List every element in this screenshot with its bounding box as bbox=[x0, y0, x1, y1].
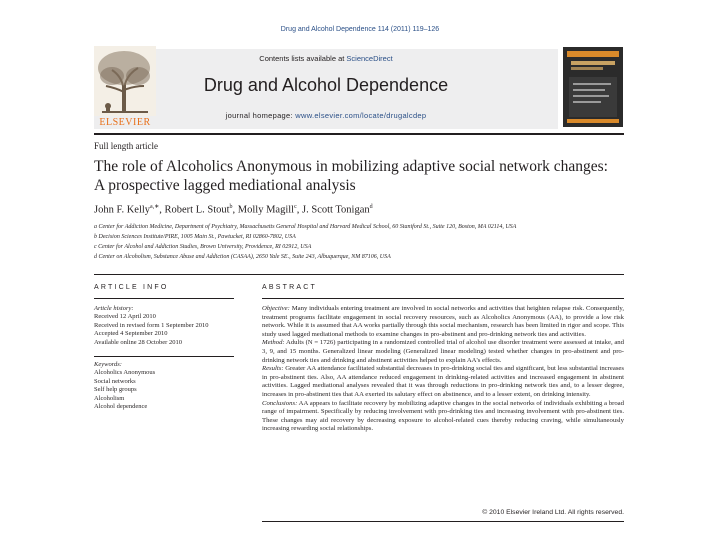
author-list bbox=[94, 203, 373, 216]
author-separator: , bbox=[296, 204, 303, 216]
author-name[interactable]: Robert L. Stout bbox=[164, 204, 230, 216]
article-info-heading: ARTICLE INFO bbox=[94, 284, 169, 291]
keyword-item: Alcohol dependence bbox=[94, 403, 148, 411]
abstract-paragraph-method bbox=[262, 339, 624, 365]
keyword-item: Alcoholics Anonymous bbox=[94, 369, 156, 377]
abstract-label: Results: bbox=[262, 365, 284, 373]
abstract-paragraph-results bbox=[262, 365, 624, 399]
journal-name: Drug and Alcohol Dependence bbox=[203, 75, 449, 95]
elsevier-wordmark: ELSEVIER bbox=[99, 117, 151, 128]
journal-citation: Drug and Alcohol Dependence 114 (2011) 119–126 bbox=[280, 26, 440, 33]
keywords-heading: Keywords: bbox=[94, 361, 122, 368]
affiliation-line: a Center for Addiction Medicine, Department of Psychiatry, Massachusetts General Hospital and Harvard Medical School, 60 Staniford St., Suite 120, Boston, MA 02114, USA bbox=[94, 224, 517, 230]
abstract-paragraph-conclusions bbox=[262, 400, 624, 434]
keywords-block bbox=[94, 361, 244, 411]
author-name[interactable]: Molly Magill bbox=[237, 204, 295, 216]
author-name[interactable]: John F. Kelly bbox=[94, 204, 151, 216]
abstract-body bbox=[262, 305, 624, 434]
header-rule bbox=[94, 133, 624, 135]
article-title: The role of Alcoholics Anonymous in mobilizing adaptive social network changes: A prospective lagged mediational analysis bbox=[94, 158, 608, 194]
contents-prefix: Contents lists available at bbox=[259, 54, 347, 63]
abstract-label: Objective: bbox=[262, 305, 290, 312]
history-item: Available online 28 October 2010 bbox=[94, 338, 182, 346]
keyword-item: Self help groups bbox=[94, 386, 137, 394]
homepage-prefix: journal homepage: bbox=[225, 111, 296, 120]
affiliation-line: c Center for Alcohol and Addiction Studies, Brown University, Providence, RI 02912, USA bbox=[94, 244, 312, 250]
article-history-heading: Article history: bbox=[94, 305, 134, 312]
author-separator: , bbox=[232, 204, 238, 216]
article-history bbox=[94, 305, 244, 347]
homepage-line bbox=[94, 111, 558, 120]
affiliation-line: b Decision Sciences Institute/PIRE, 1005 Main St., Pawtucket, RI 02860-7802, USA bbox=[94, 234, 296, 240]
sciencedirect-link[interactable]: ScienceDirect bbox=[346, 54, 393, 63]
journal-cover-thumbnail[interactable] bbox=[563, 47, 623, 127]
affiliation-line: d Center on Alcoholism, Substance Abuse and Addiction (CASAA), 2650 Yale SE., Suite 243, Albuquerque, NM 87106, USA bbox=[94, 254, 391, 260]
history-item: Received in revised form 1 September 2010 bbox=[94, 321, 209, 329]
article-type: Full length article bbox=[94, 141, 158, 151]
author-affiliation-mark[interactable]: b bbox=[229, 204, 233, 210]
keyword-item: Social networks bbox=[94, 377, 136, 385]
abstract-rule bbox=[262, 298, 624, 299]
author-separator: , bbox=[159, 204, 165, 216]
author-affiliation-mark[interactable]: d bbox=[369, 204, 373, 210]
contents-line bbox=[94, 54, 558, 63]
section-rule bbox=[94, 274, 624, 275]
abstract-label: Conclusions: bbox=[262, 399, 298, 407]
abstract-text: Greater AA attendance facilitated substantial decreases in pro-drinking social ties and significant, but less substantial increases in pro-abstinent ties. Also, AA attendance reduced engagement in drinking-related activities and increased engagement in abstinent activities. Lagged mediational analyses revealed that it was through reductions in pro-drinking network ties and, to a lesser degree, increases in pro-abstinent ties that AA exerted its salutary effect on abstinence, and to a lesser extent, on drinking intensity. bbox=[262, 365, 624, 398]
abstract-label: Method: bbox=[262, 339, 285, 347]
copyright-notice: © 2010 Elsevier Ireland Ltd. All rights reserved. bbox=[482, 509, 624, 516]
keyword-item: Alcoholism bbox=[94, 394, 125, 402]
history-item: Accepted 4 September 2010 bbox=[94, 330, 168, 338]
abstract-bottom-rule bbox=[262, 521, 624, 522]
affiliations-block bbox=[94, 222, 624, 262]
author-name[interactable]: J. Scott Tonigan bbox=[302, 204, 370, 216]
abstract-text: AA appears to facilitate recovery by mobilizing adaptive changes in the social networks of individuals exhibiting a broad range of impairment. Specifically by reducing involvement with pro-drinking ties and increasing involvement with pro-abstinent ties. These changes may aid recovery by decreasing exposure to alcohol-related cues thereby reducing craving, while simultaneously increasing rewarding social relationships. bbox=[262, 399, 624, 433]
abstract-text: Adults (N = 1726) participating in a randomized controlled trial of alcohol use disorder treatment were assessed at intake, and 3, 9, and 15 months. Generalized linear modeling (Generalized linear modeling) tested whether changes in pro-abstinent and pro-drinking network ties and drinking and abstinent activities helped to explain AA's effects. bbox=[262, 339, 624, 364]
history-item: Received 12 April 2010 bbox=[94, 313, 156, 321]
abstract-text: Many individuals entering treatment are involved in social networks and activities that heighten relapse risk. Consequently, treatment programs facilitate engagement in social recovery resources, such as Alcoholics Anonymous (AA), to provide a low risk network. While it is assumed that AA works partially through this social mechanism, research has been limited in rigor and scope. This study used lagged mediational methods to examine changes in pro-abstinent and pro-drinking network ties and activities. bbox=[262, 305, 624, 338]
article-info-divider bbox=[94, 356, 234, 357]
abstract-paragraph-objective bbox=[262, 305, 624, 339]
author-affiliation-mark[interactable]: c bbox=[294, 204, 297, 210]
homepage-url-link[interactable]: www.elsevier.com/locate/drugalcdep bbox=[295, 111, 427, 120]
article-info-rule bbox=[94, 298, 234, 299]
author-affiliation-mark[interactable]: a,∗ bbox=[150, 204, 160, 210]
abstract-heading: ABSTRACT bbox=[262, 284, 317, 291]
